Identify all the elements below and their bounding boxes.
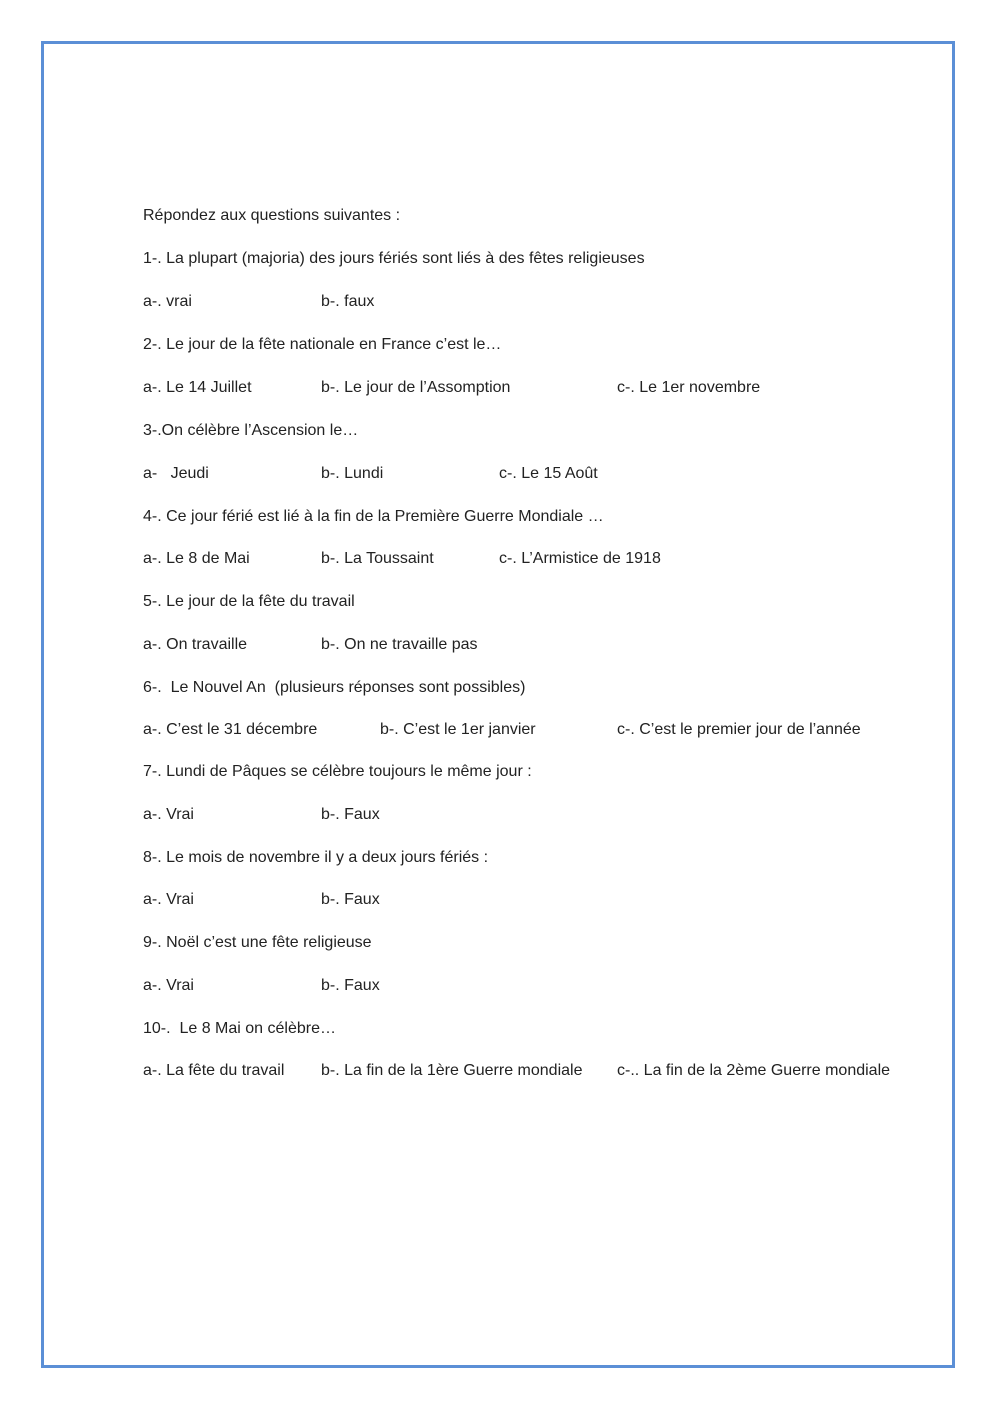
option-4c: c-. L’Armistice de 1918: [499, 550, 661, 567]
option-2b: b-. Le jour de l’Assomption: [321, 379, 511, 396]
option-5a: a-. On travaille: [143, 636, 248, 653]
option-1a: a-. vrai: [143, 293, 192, 310]
option-8b: b-. Faux: [321, 891, 380, 908]
option-3b: b-. Lundi: [321, 465, 384, 482]
option-2c: c-. Le 1er novembre: [617, 379, 761, 396]
question-8: 8-. Le mois de novembre il y a deux jours fériés :: [143, 849, 489, 866]
question-9: 9-. Noël c’est une fête religieuse: [143, 934, 372, 951]
option-8a: a-. Vrai: [143, 891, 194, 908]
option-6a: a-. C’est le 31 décembre: [143, 721, 318, 738]
question-5: 5-. Le jour de la fête du travail: [143, 593, 355, 610]
option-7a: a-. Vrai: [143, 806, 194, 823]
option-5b: b-. On ne travaille pas: [321, 636, 478, 653]
question-10: 10-. Le 8 Mai on célèbre…: [143, 1020, 336, 1037]
page-border-frame: [41, 41, 955, 1368]
option-3c: c-. Le 15 Août: [499, 465, 598, 482]
question-6: 6-. Le Nouvel An (plusieurs réponses sont possibles): [143, 679, 526, 696]
question-1: 1-. La plupart (majoria) des jours fériés sont liés à des fêtes religieuses: [143, 250, 645, 267]
option-1b: b-. faux: [321, 293, 375, 310]
option-10b: b-. La fin de la 1ère Guerre mondiale: [321, 1062, 583, 1079]
option-3a: a- Jeudi: [143, 465, 209, 482]
instruction-text: Répondez aux questions suivantes :: [143, 207, 401, 224]
option-4a: a-. Le 8 de Mai: [143, 550, 250, 567]
option-6c: c-. C’est le premier jour de l’année: [617, 721, 861, 738]
question-2: 2-. Le jour de la fête nationale en France c’est le…: [143, 336, 502, 353]
option-2a: a-. Le 14 Juillet: [143, 379, 252, 396]
question-4: 4-. Ce jour férié est lié à la fin de la Première Guerre Mondiale …: [143, 508, 604, 525]
option-9b: b-. Faux: [321, 977, 380, 994]
option-9a: a-. Vrai: [143, 977, 194, 994]
option-7b: b-. Faux: [321, 806, 380, 823]
option-10a: a-. La fête du travail: [143, 1062, 285, 1079]
question-7: 7-. Lundi de Pâques se célèbre toujours le même jour :: [143, 763, 532, 780]
option-4b: b-. La Toussaint: [321, 550, 434, 567]
option-6b: b-. C’est le 1er janvier: [380, 721, 536, 738]
question-3: 3-.On célèbre l’Ascension le…: [143, 422, 359, 439]
option-10c: c-.. La fin de la 2ème Guerre mondiale: [617, 1062, 891, 1079]
